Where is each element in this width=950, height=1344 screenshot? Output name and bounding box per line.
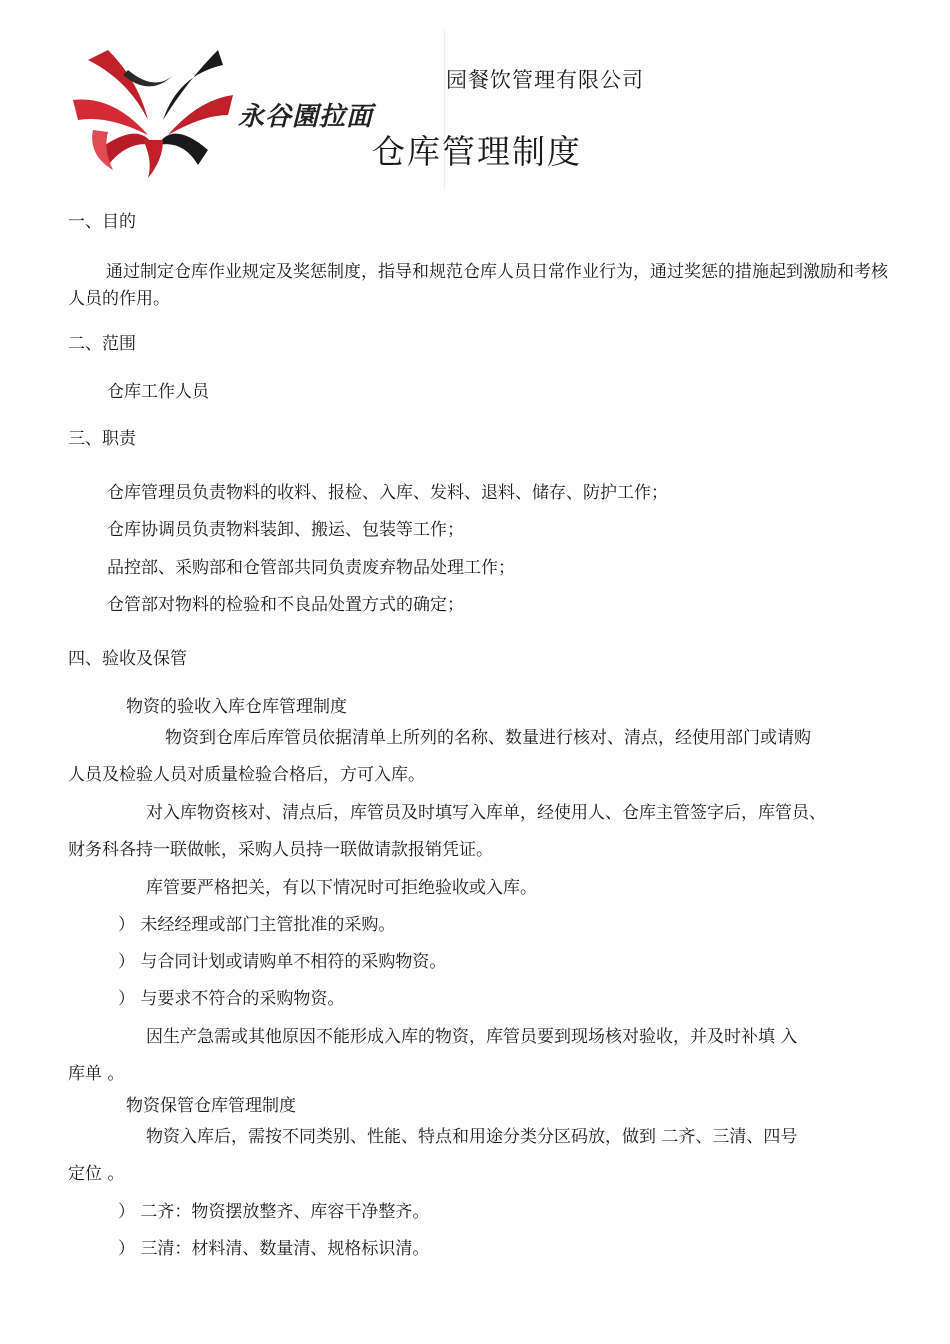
- duty-item: 仓库协调员负责物料装卸、搬运、包装等工作；: [107, 520, 464, 540]
- storage-rule-item: ） 三清：材料清、数量清、规格标识清。: [118, 1239, 430, 1259]
- company-logo: [68, 40, 238, 180]
- checkin-paragraph-line1: 对入库物资核对、清点后，库管员及时填写入库单，经使用人、仓库主管签字后，库管员、: [146, 803, 826, 823]
- section-heading-acceptance: 四、验收及保管: [68, 649, 187, 669]
- company-name: 园餐饮管理有限公司: [446, 68, 644, 92]
- document-title: 仓库管理制度: [372, 132, 582, 171]
- urgent-paragraph-line2: 库单 。: [68, 1064, 125, 1084]
- section-heading-scope: 二、范围: [68, 334, 136, 354]
- subheading-receiving: 物资的验收入库仓库管理制度: [126, 697, 347, 717]
- reject-item: ） 与合同计划或请购单不相符的采购物资。: [118, 952, 447, 972]
- storage-rule-item: ） 二齐：物资摆放整齐、库容干净整齐。: [118, 1202, 430, 1222]
- checkin-paragraph-line2: 财务科各持一联做帐，采购人员持一联做请款报销凭证。: [68, 840, 493, 860]
- reject-item: ） 未经经理或部门主管批准的采购。: [118, 915, 396, 935]
- urgent-paragraph-line1: 因生产急需或其他原因不能形成入库的物资，库管员要到现场核对验收，并及时补填 入: [146, 1027, 798, 1047]
- reject-intro: 库管要严格把关，有以下情况时可拒绝验收或入库。: [146, 878, 537, 898]
- section-heading-duties: 三、职责: [68, 429, 136, 449]
- scope-paragraph: 仓库工作人员: [107, 382, 209, 402]
- reject-item: ） 与要求不符合的采购物资。: [118, 989, 345, 1009]
- duty-item: 仓库管理员负责物料的收料、报检、入库、发料、退料、储存、防护工作；: [107, 483, 668, 503]
- section-heading-purpose: 一、目的: [68, 212, 136, 232]
- duty-item: 品控部、采购部和仓管部共同负责废弃物品处理工作；: [107, 558, 515, 578]
- subheading-storage: 物资保管仓库管理制度: [126, 1096, 296, 1116]
- logo-wordmark: 永谷園拉面: [238, 102, 374, 132]
- purpose-paragraph: 通过制定仓库作业规定及奖惩制度，指导和规范仓库人员日常作业行为，通过奖惩的措施起到激励和考核人员的作用。: [68, 262, 888, 309]
- storage-paragraph-line1: 物资入库后，需按不同类别、性能、特点和用途分类分区码放，做到 二齐、三清、四号: [146, 1127, 798, 1147]
- duty-item: 仓管部对物料的检验和不良品处置方式的确定；: [107, 595, 464, 615]
- receiving-paragraph-line2: 人员及检验人员对质量检验合格后，方可入库。: [68, 765, 425, 785]
- receiving-paragraph-line1: 物资到仓库后库管员依据清单上所列的名称、数量进行核对、清点，经使用部门或请购: [165, 728, 811, 748]
- storage-paragraph-line2: 定位 。: [68, 1164, 125, 1184]
